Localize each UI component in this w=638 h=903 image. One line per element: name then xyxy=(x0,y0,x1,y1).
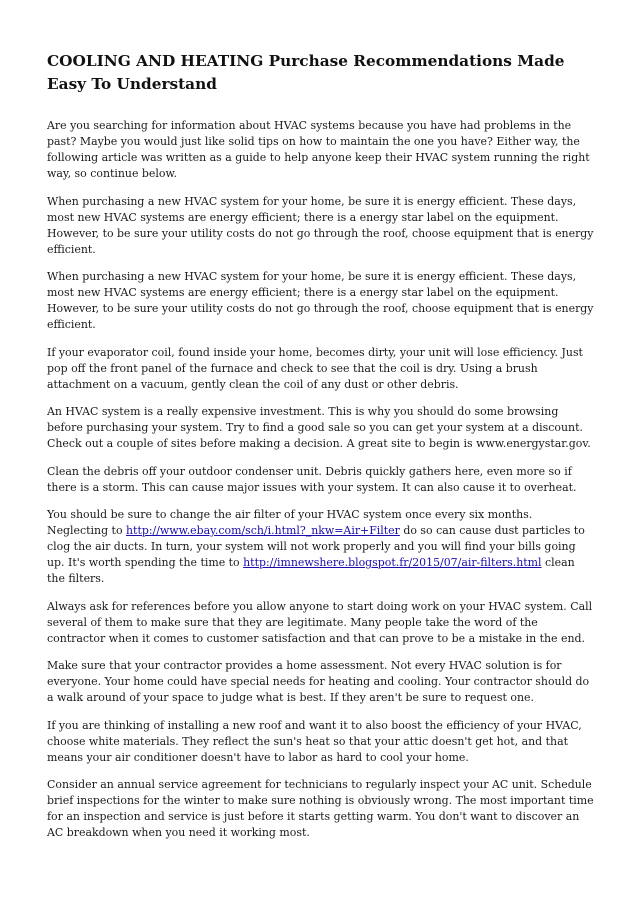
page-title: COOLING AND HEATING Purchase Recommendations Made Easy To Understand xyxy=(47,52,565,93)
paragraph-air-filter xyxy=(47,507,594,587)
paragraph-references: Always ask for references before you allow anyone to start doing work on your HVAC system. Call several of them to make sure that they are legitimate. Many people take the word of the contractor when it comes to customer satisfaction and that can prove to be a mistake in the end. xyxy=(47,599,593,645)
paragraph-intro: Are you searching for information about HVAC systems because you have had problems in the past? Maybe you would just like solid tips on how to maintain the one you have? Either way, the following article was written as a guide to help anyone keep their HVAC system running the right way, so continue below. xyxy=(47,119,590,180)
air-filter-text-3: clean the filters. xyxy=(47,556,575,585)
ebay-air-filter-link[interactable]: http://www.ebay.com/sch/i.html?_nkw=Air+Filter xyxy=(126,524,400,537)
air-filter-text-2: do so can cause dust particles to clog the air ducts. In turn, your system will not work properly and you will find your bills going up. It's worth spending the time to xyxy=(47,524,585,569)
paragraph-energy-efficient-repeat: When purchasing a new HVAC system for your home, be sure it is energy efficient. These days, most new HVAC systems are energy efficient; there is a energy star label on the equipment. However, to be sure your utility costs do not go through the roof, choose equipment that is energy efficient. xyxy=(47,270,594,331)
paragraph-home-assessment: Make sure that your contractor provides a home assessment. Not every HVAC solution is for everyone. Your home could have special needs for heating and cooling. Your contractor should do a walk around of your space to judge what is best. If they aren't be sure to request one. xyxy=(47,659,590,704)
paragraph-service-agreement: Consider an annual service agreement for technicians to regularly inspect your AC unit. Schedule brief inspections for the winter to make sure nothing is obviously wrong. The most important time for an inspection and service is just before it starts getting warm. You don't want to discover an AC breakdown when you need it working most. xyxy=(47,778,594,839)
paragraph-energy-efficient: When purchasing a new HVAC system for your home, be sure it is energy efficient. These days, most new HVAC systems are energy efficient; there is a energy star label on the equipment. However, to be sure your utility costs do not go through the roof, choose equipment that is energy efficient. xyxy=(47,194,594,256)
blogspot-air-filters-link[interactable]: http://imnewshere.blogspot.fr/2015/07/air-filters.html xyxy=(243,556,542,569)
paragraph-white-roof: If you are thinking of installing a new roof and want it to also boost the efficiency of your HVAC, choose white materials. They reflect the sun's heat so that your attic doesn't get hot, and that means your air conditioner doesn't have to labor as hard to cool your home. xyxy=(47,718,582,764)
air-filter-text-1: You should be sure to change the air filter of your HVAC system once every six months. Neglecting to xyxy=(47,508,533,537)
paragraph-evaporator-coil: If your evaporator coil, found inside your home, becomes dirty, your unit will lose efficiency. Just pop off the front panel of the furnace and check to see that the coil is dry. Using a brush attachment on a vacuum, gently clean the coil of any dust or other debris. xyxy=(47,345,583,391)
document-page xyxy=(47,50,594,853)
paragraph-condenser-debris: Clean the debris off your outdoor condenser unit. Debris quickly gathers here, even more so if there is a storm. This can cause major issues with your system. It can also cause it to overheat. xyxy=(47,464,577,494)
paragraph-expensive-investment: An HVAC system is a really expensive investment. This is why you should do some browsing before purchasing your system. Try to find a good sale so you can get your system at a discount. Check out a couple of sites before making a decision. A great site to begin is www.energystar.gov. xyxy=(47,405,591,450)
